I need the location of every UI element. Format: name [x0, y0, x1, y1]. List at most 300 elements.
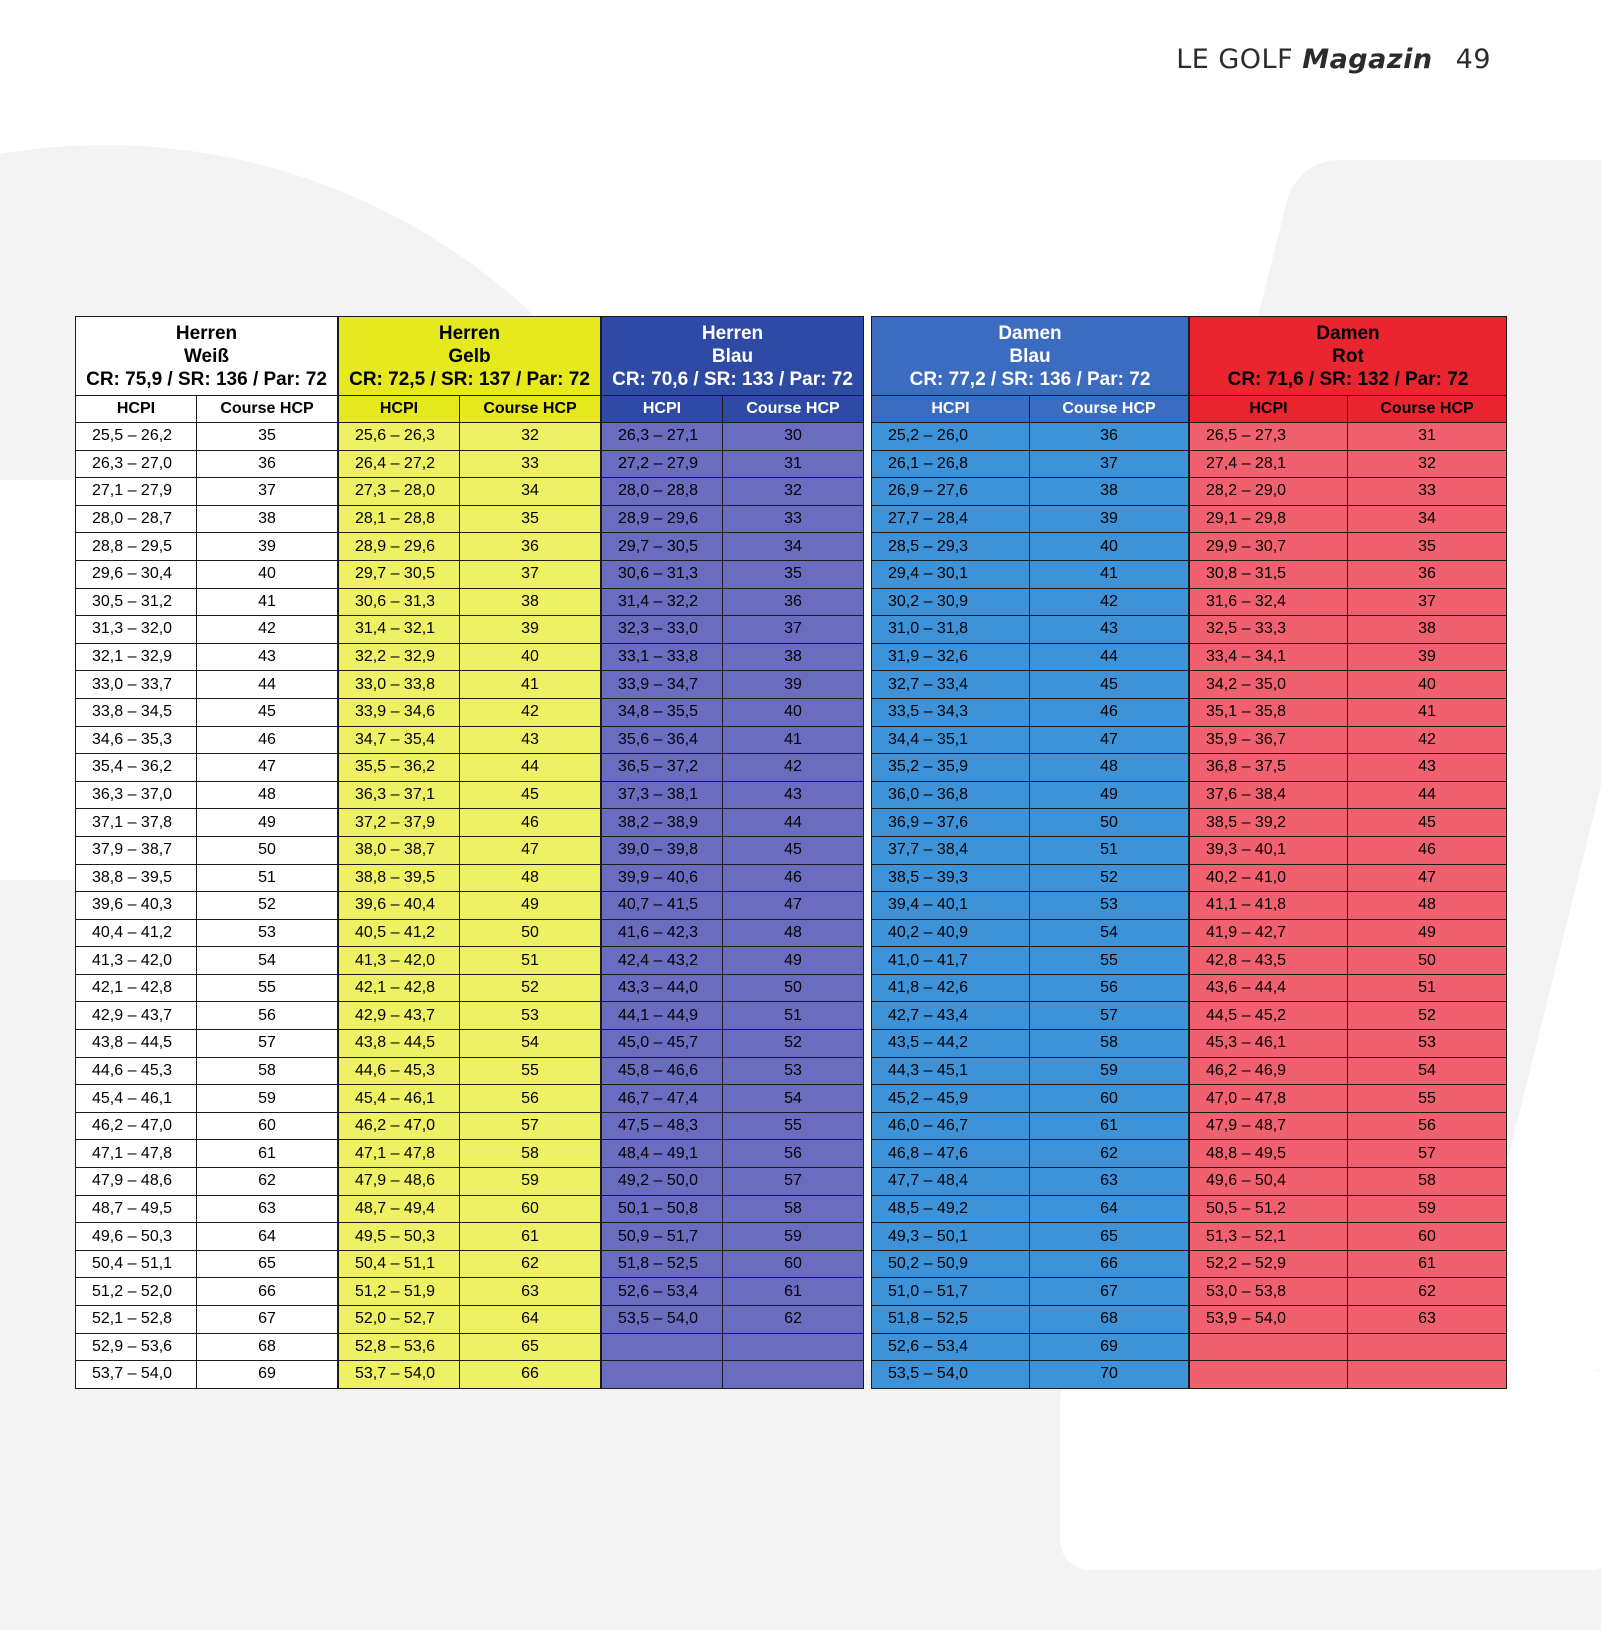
hcpi-range-cell: 33,0 – 33,8: [339, 671, 460, 699]
course-hcp-cell: 41: [1030, 560, 1189, 588]
table-row: [1190, 478, 1507, 506]
hcpi-range-cell: 30,8 – 31,5: [1190, 560, 1348, 588]
hcpi-range-cell: 35,9 – 36,7: [1190, 726, 1348, 754]
hcpi-range-cell: 41,0 – 41,7: [872, 947, 1030, 975]
table-row: [76, 671, 338, 699]
table-row: [872, 892, 1189, 920]
table-row: [76, 726, 338, 754]
table-row: [1190, 754, 1507, 782]
table-row: [76, 836, 338, 864]
hcpi-range-cell: 30,6 – 31,3: [602, 560, 723, 588]
table-herren-gelb: [338, 316, 601, 1389]
table-row: [76, 809, 338, 837]
hcpi-range-cell: 48,4 – 49,1: [602, 1140, 723, 1168]
table-row: [339, 423, 601, 451]
course-hcp-cell: 52: [1348, 1002, 1507, 1030]
hcpi-range-cell: 32,3 – 33,0: [602, 616, 723, 644]
course-hcp-cell: 31: [723, 450, 864, 478]
table-row: [76, 560, 338, 588]
course-hcp-cell: 51: [723, 1002, 864, 1030]
course-hcp-cell: 34: [460, 478, 601, 506]
hcpi-range-cell: 26,4 – 27,2: [339, 450, 460, 478]
table-row: [602, 560, 864, 588]
course-hcp-cell: 48: [1348, 892, 1507, 920]
course-hcp-cell: 39: [723, 671, 864, 699]
handicap-tables: [75, 316, 1507, 1389]
table-row: [872, 919, 1189, 947]
hcpi-range-cell: 28,0 – 28,7: [76, 505, 197, 533]
hcpi-range-cell: 42,1 – 42,8: [76, 974, 197, 1002]
course-hcp-cell: 41: [1348, 698, 1507, 726]
hcpi-range-cell: 33,8 – 34,5: [76, 698, 197, 726]
hcpi-range-cell: 46,7 – 47,4: [602, 1085, 723, 1113]
hcpi-range-cell: 26,3 – 27,0: [76, 450, 197, 478]
hcpi-range-cell: 38,5 – 39,2: [1190, 809, 1348, 837]
hcpi-range-cell: 28,0 – 28,8: [602, 478, 723, 506]
course-hcp-cell: 54: [460, 1030, 601, 1058]
hcpi-range-cell: 32,2 – 32,9: [339, 643, 460, 671]
header-rating: CR: 71,6 / SR: 132 / Par: 72: [1227, 368, 1469, 390]
hcpi-range-cell: 29,1 – 29,8: [1190, 505, 1348, 533]
course-hcp-cell: 45: [197, 698, 338, 726]
table-row: [76, 1168, 338, 1196]
course-hcp-cell: 39: [1348, 643, 1507, 671]
hcpi-range-cell: 31,0 – 31,8: [872, 616, 1030, 644]
hcpi-range-cell: 39,0 – 39,8: [602, 836, 723, 864]
hcpi-range-cell: 36,8 – 37,5: [1190, 754, 1348, 782]
course-hcp-cell: 53: [1030, 892, 1189, 920]
hcpi-range-cell: 51,3 – 52,1: [1190, 1223, 1348, 1251]
hcpi-range-cell: 36,9 – 37,6: [872, 809, 1030, 837]
table-row: [76, 1085, 338, 1113]
table-row: [602, 836, 864, 864]
table-row: [872, 1168, 1189, 1196]
table-row: [1190, 836, 1507, 864]
hcpi-range-cell: 52,2 – 52,9: [1190, 1250, 1348, 1278]
course-hcp-cell: 38: [1030, 478, 1189, 506]
course-hcp-cell: 52: [1030, 864, 1189, 892]
table-row: [602, 423, 864, 451]
hcpi-range-cell: 36,5 – 37,2: [602, 754, 723, 782]
course-hcp-cell: 61: [1030, 1112, 1189, 1140]
course-hcp-cell: 46: [460, 809, 601, 837]
course-hcp-cell: 62: [197, 1168, 338, 1196]
hcpi-range-cell: 45,8 – 46,6: [602, 1057, 723, 1085]
table-row: [1190, 1250, 1507, 1278]
hcpi-range-cell: 53,7 – 54,0: [76, 1361, 197, 1389]
table-row: [602, 1306, 864, 1334]
table-row: [1190, 864, 1507, 892]
table-row: [1190, 1195, 1507, 1223]
hcpi-range-cell: 52,9 – 53,6: [76, 1333, 197, 1361]
table-row: [339, 533, 601, 561]
table-row: [339, 643, 601, 671]
table-row: [1190, 643, 1507, 671]
course-hcp-cell: 35: [460, 505, 601, 533]
table-row: [1190, 698, 1507, 726]
course-hcp-cell: 38: [197, 505, 338, 533]
table-row: [339, 864, 601, 892]
table-row: [339, 1140, 601, 1168]
hcpi-range-cell: 51,8 – 52,5: [872, 1306, 1030, 1334]
course-hcp-cell: 50: [1348, 947, 1507, 975]
table-row: [1190, 1112, 1507, 1140]
hcpi-range-cell: 43,8 – 44,5: [76, 1030, 197, 1058]
course-hcp-cell: 50: [1030, 809, 1189, 837]
hcpi-range-cell: 27,2 – 27,9: [602, 450, 723, 478]
course-hcp-cell: 43: [1030, 616, 1189, 644]
course-hcp-cell: 35: [723, 560, 864, 588]
table-row: [76, 919, 338, 947]
table-row: [872, 560, 1189, 588]
hcpi-range-cell: 45,3 – 46,1: [1190, 1030, 1348, 1058]
hcpi-range-cell: 33,5 – 34,3: [872, 698, 1030, 726]
hcpi-range-cell: 52,0 – 52,7: [339, 1306, 460, 1334]
table-row: [602, 616, 864, 644]
hcpi-range-cell: 52,6 – 53,4: [602, 1278, 723, 1306]
course-hcp-cell: 57: [197, 1030, 338, 1058]
course-hcp-cell: 51: [1348, 974, 1507, 1002]
course-hcp-cell: 32: [460, 423, 601, 451]
header-rating: CR: 77,2 / SR: 136 / Par: 72: [909, 368, 1151, 390]
hcpi-range-cell: 38,0 – 38,7: [339, 836, 460, 864]
column-header-course-hcp: Course HCP: [723, 396, 864, 423]
hcpi-range-cell: [1190, 1361, 1348, 1389]
course-hcp-cell: 41: [197, 588, 338, 616]
course-hcp-cell: 51: [460, 947, 601, 975]
hcpi-range-cell: 28,9 – 29,6: [339, 533, 460, 561]
course-hcp-cell: 40: [1030, 533, 1189, 561]
hcpi-range-cell: 34,2 – 35,0: [1190, 671, 1348, 699]
course-hcp-cell: 39: [460, 616, 601, 644]
table-row: [76, 1223, 338, 1251]
column-header-hcpi: HCPI: [339, 396, 460, 423]
course-hcp-cell: 37: [460, 560, 601, 588]
column-header-course-hcp: Course HCP: [197, 396, 338, 423]
hcpi-range-cell: 34,6 – 35,3: [76, 726, 197, 754]
table-row: [602, 1057, 864, 1085]
table-row: [339, 1306, 601, 1334]
table-row: [602, 1002, 864, 1030]
hcpi-range-cell: 28,5 – 29,3: [872, 533, 1030, 561]
hcpi-range-cell: 49,5 – 50,3: [339, 1223, 460, 1251]
table-row: [339, 450, 601, 478]
course-hcp-cell: 47: [197, 754, 338, 782]
course-hcp-cell: 60: [1030, 1085, 1189, 1113]
course-hcp-cell: 35: [197, 423, 338, 451]
column-header-course-hcp: Course HCP: [1348, 396, 1507, 423]
table-row: [602, 781, 864, 809]
table-row: [872, 1223, 1189, 1251]
table-row: [339, 1168, 601, 1196]
hcpi-range-cell: 28,1 – 28,8: [339, 505, 460, 533]
course-hcp-cell: 49: [197, 809, 338, 837]
course-hcp-cell: 36: [723, 588, 864, 616]
table-row: [339, 726, 601, 754]
course-hcp-cell: 54: [197, 947, 338, 975]
hcpi-range-cell: 41,3 – 42,0: [339, 947, 460, 975]
table-row: [76, 588, 338, 616]
table-row: [602, 892, 864, 920]
course-hcp-cell: 40: [197, 560, 338, 588]
hcpi-range-cell: 26,5 – 27,3: [1190, 423, 1348, 451]
hcpi-range-cell: 47,5 – 48,3: [602, 1112, 723, 1140]
hcpi-range-cell: 52,6 – 53,4: [872, 1333, 1030, 1361]
hcpi-range-cell: [1190, 1333, 1348, 1361]
hcpi-range-cell: 46,0 – 46,7: [872, 1112, 1030, 1140]
hcpi-range-cell: 41,1 – 41,8: [1190, 892, 1348, 920]
course-hcp-cell: 38: [460, 588, 601, 616]
hcpi-range-cell: 35,2 – 35,9: [872, 754, 1030, 782]
table-row: [872, 1030, 1189, 1058]
course-hcp-cell: 47: [1030, 726, 1189, 754]
hcpi-range-cell: 44,1 – 44,9: [602, 1002, 723, 1030]
table-row: [872, 974, 1189, 1002]
hcpi-range-cell: 31,6 – 32,4: [1190, 588, 1348, 616]
hcpi-range-cell: 27,3 – 28,0: [339, 478, 460, 506]
course-hcp-cell: 53: [723, 1057, 864, 1085]
table-row: [602, 974, 864, 1002]
brand-name: LE GOLF: [1176, 44, 1294, 75]
course-hcp-cell: 36: [460, 533, 601, 561]
table-row: [76, 533, 338, 561]
hcpi-range-cell: 41,8 – 42,6: [872, 974, 1030, 1002]
course-hcp-cell: 44: [723, 809, 864, 837]
hcpi-range-cell: 29,7 – 30,5: [602, 533, 723, 561]
hcpi-range-cell: 47,7 – 48,4: [872, 1168, 1030, 1196]
table-row: [1190, 919, 1507, 947]
course-hcp-cell: 40: [723, 698, 864, 726]
table-row: [602, 1333, 864, 1361]
course-hcp-cell: 46: [1348, 836, 1507, 864]
hcpi-range-cell: 35,6 – 36,4: [602, 726, 723, 754]
table-row: [602, 1085, 864, 1113]
course-hcp-cell: 54: [1030, 919, 1189, 947]
hcpi-range-cell: 46,8 – 47,6: [872, 1140, 1030, 1168]
course-hcp-cell: 65: [197, 1250, 338, 1278]
hcpi-range-cell: 49,6 – 50,4: [1190, 1168, 1348, 1196]
table-row: [872, 836, 1189, 864]
hcpi-range-cell: 29,7 – 30,5: [339, 560, 460, 588]
table-row: [602, 947, 864, 975]
table-row: [872, 809, 1189, 837]
hcpi-range-cell: 31,4 – 32,1: [339, 616, 460, 644]
course-hcp-cell: 48: [1030, 754, 1189, 782]
table-row: [872, 1140, 1189, 1168]
hcpi-range-cell: 43,5 – 44,2: [872, 1030, 1030, 1058]
course-hcp-cell: 55: [723, 1112, 864, 1140]
hcpi-range-cell: 45,0 – 45,7: [602, 1030, 723, 1058]
course-hcp-cell: [723, 1361, 864, 1389]
hcpi-range-cell: 38,8 – 39,5: [76, 864, 197, 892]
hcpi-range-cell: 47,9 – 48,6: [339, 1168, 460, 1196]
hcpi-range-cell: 38,2 – 38,9: [602, 809, 723, 837]
hcpi-range-cell: 33,0 – 33,7: [76, 671, 197, 699]
course-hcp-cell: 51: [197, 864, 338, 892]
table-row: [339, 781, 601, 809]
table-row: [339, 1030, 601, 1058]
course-hcp-cell: 51: [1030, 836, 1189, 864]
hcpi-range-cell: 45,2 – 45,9: [872, 1085, 1030, 1113]
table-row: [339, 1361, 601, 1389]
hcpi-range-cell: 37,2 – 37,9: [339, 809, 460, 837]
table-row: [339, 1085, 601, 1113]
hcpi-range-cell: 41,6 – 42,3: [602, 919, 723, 947]
magazine-name: Magazin: [1302, 44, 1433, 75]
course-hcp-cell: 38: [723, 643, 864, 671]
course-hcp-cell: 44: [197, 671, 338, 699]
table-row: [872, 726, 1189, 754]
course-hcp-cell: 41: [723, 726, 864, 754]
course-hcp-cell: 41: [460, 671, 601, 699]
table-row: [1190, 505, 1507, 533]
course-hcp-cell: 58: [460, 1140, 601, 1168]
table-row: [602, 1030, 864, 1058]
table-row: [602, 1361, 864, 1389]
table-row: [1190, 892, 1507, 920]
hcpi-range-cell: 42,4 – 43,2: [602, 947, 723, 975]
hcpi-range-cell: 51,8 – 52,5: [602, 1250, 723, 1278]
table-header: [602, 317, 864, 396]
hcpi-range-cell: 52,8 – 53,6: [339, 1333, 460, 1361]
table-row: [872, 864, 1189, 892]
hcpi-range-cell: 32,1 – 32,9: [76, 643, 197, 671]
table-row: [602, 505, 864, 533]
table-row: [339, 947, 601, 975]
table-row: [339, 698, 601, 726]
hcpi-range-cell: 48,5 – 49,2: [872, 1195, 1030, 1223]
table-row: [1190, 781, 1507, 809]
table-row: [76, 754, 338, 782]
hcpi-range-cell: 25,2 – 26,0: [872, 423, 1030, 451]
table-row: [1190, 947, 1507, 975]
page-number: 49: [1455, 44, 1491, 75]
table-row: [76, 1306, 338, 1334]
hcpi-range-cell: 26,9 – 27,6: [872, 478, 1030, 506]
table-row: [76, 423, 338, 451]
hcpi-range-cell: 42,9 – 43,7: [76, 1002, 197, 1030]
course-hcp-cell: 30: [723, 423, 864, 451]
table-row: [872, 698, 1189, 726]
course-hcp-cell: 43: [1348, 754, 1507, 782]
hcpi-range-cell: 53,7 – 54,0: [339, 1361, 460, 1389]
course-hcp-cell: 49: [1030, 781, 1189, 809]
hcpi-range-cell: 35,1 – 35,8: [1190, 698, 1348, 726]
table-row: [76, 1250, 338, 1278]
hcpi-range-cell: 39,6 – 40,4: [339, 892, 460, 920]
hcpi-range-cell: 36,3 – 37,0: [76, 781, 197, 809]
course-hcp-cell: 44: [460, 754, 601, 782]
table-row: [339, 478, 601, 506]
course-hcp-cell: 67: [1030, 1278, 1189, 1306]
hcpi-range-cell: 27,4 – 28,1: [1190, 450, 1348, 478]
course-hcp-cell: 45: [1030, 671, 1189, 699]
table-row: [872, 754, 1189, 782]
table-row: [602, 1250, 864, 1278]
hcpi-range-cell: 34,4 – 35,1: [872, 726, 1030, 754]
table-row: [872, 505, 1189, 533]
table-row: [1190, 1278, 1507, 1306]
course-hcp-cell: 57: [460, 1112, 601, 1140]
table-header: [872, 317, 1189, 396]
course-hcp-cell: 47: [1348, 864, 1507, 892]
table-row: [76, 1333, 338, 1361]
table-row: [872, 947, 1189, 975]
course-hcp-cell: 67: [197, 1306, 338, 1334]
course-hcp-cell: 66: [197, 1278, 338, 1306]
hcpi-range-cell: 37,9 – 38,7: [76, 836, 197, 864]
hcpi-range-cell: 33,1 – 33,8: [602, 643, 723, 671]
course-hcp-cell: 57: [723, 1168, 864, 1196]
hcpi-range-cell: 31,3 – 32,0: [76, 616, 197, 644]
course-hcp-cell: 58: [723, 1195, 864, 1223]
table-row: [339, 974, 601, 1002]
table-row: [1190, 1030, 1507, 1058]
course-hcp-cell: 62: [723, 1306, 864, 1334]
table-row: [872, 1112, 1189, 1140]
table-row: [872, 1333, 1189, 1361]
course-hcp-cell: 43: [723, 781, 864, 809]
hcpi-range-cell: 41,3 – 42,0: [76, 947, 197, 975]
hcpi-range-cell: 25,5 – 26,2: [76, 423, 197, 451]
course-hcp-cell: 57: [1348, 1140, 1507, 1168]
course-hcp-cell: 37: [1030, 450, 1189, 478]
table-header: [76, 317, 338, 396]
course-hcp-cell: 42: [723, 754, 864, 782]
hcpi-range-cell: 33,4 – 34,1: [1190, 643, 1348, 671]
table-row: [602, 919, 864, 947]
course-hcp-cell: 59: [1348, 1195, 1507, 1223]
course-hcp-cell: 60: [197, 1112, 338, 1140]
header-category: Herren: [438, 322, 501, 344]
table-row: [339, 1002, 601, 1030]
course-hcp-cell: 49: [460, 892, 601, 920]
hcpi-range-cell: 38,8 – 39,5: [339, 864, 460, 892]
hcpi-range-cell: 53,0 – 53,8: [1190, 1278, 1348, 1306]
hcpi-range-cell: 45,4 – 46,1: [76, 1085, 197, 1113]
table-row: [602, 726, 864, 754]
course-hcp-cell: 70: [1030, 1361, 1189, 1389]
column-header-hcpi: HCPI: [872, 396, 1030, 423]
hcpi-range-cell: 47,1 – 47,8: [339, 1140, 460, 1168]
hcpi-range-cell: 43,8 – 44,5: [339, 1030, 460, 1058]
table-row: [602, 588, 864, 616]
table-row: [602, 450, 864, 478]
table-row: [602, 864, 864, 892]
table-row: [76, 947, 338, 975]
hcpi-range-cell: 47,9 – 48,6: [76, 1168, 197, 1196]
course-hcp-cell: 37: [723, 616, 864, 644]
table-row: [76, 1278, 338, 1306]
hcpi-range-cell: 36,3 – 37,1: [339, 781, 460, 809]
table-herren-blau: [601, 316, 864, 1389]
hcpi-range-cell: 28,9 – 29,6: [602, 505, 723, 533]
course-hcp-cell: 63: [460, 1278, 601, 1306]
table-row: [76, 1057, 338, 1085]
table-row: [872, 588, 1189, 616]
table-row: [339, 1057, 601, 1085]
course-hcp-cell: 32: [723, 478, 864, 506]
hcpi-range-cell: [602, 1333, 723, 1361]
course-hcp-cell: 63: [197, 1195, 338, 1223]
course-hcp-cell: 42: [1348, 726, 1507, 754]
course-hcp-cell: 52: [723, 1030, 864, 1058]
table-row: [339, 1250, 601, 1278]
course-hcp-cell: 54: [1348, 1057, 1507, 1085]
table-row: [872, 1085, 1189, 1113]
header-tee: Rot: [1332, 345, 1364, 367]
table-row: [339, 505, 601, 533]
